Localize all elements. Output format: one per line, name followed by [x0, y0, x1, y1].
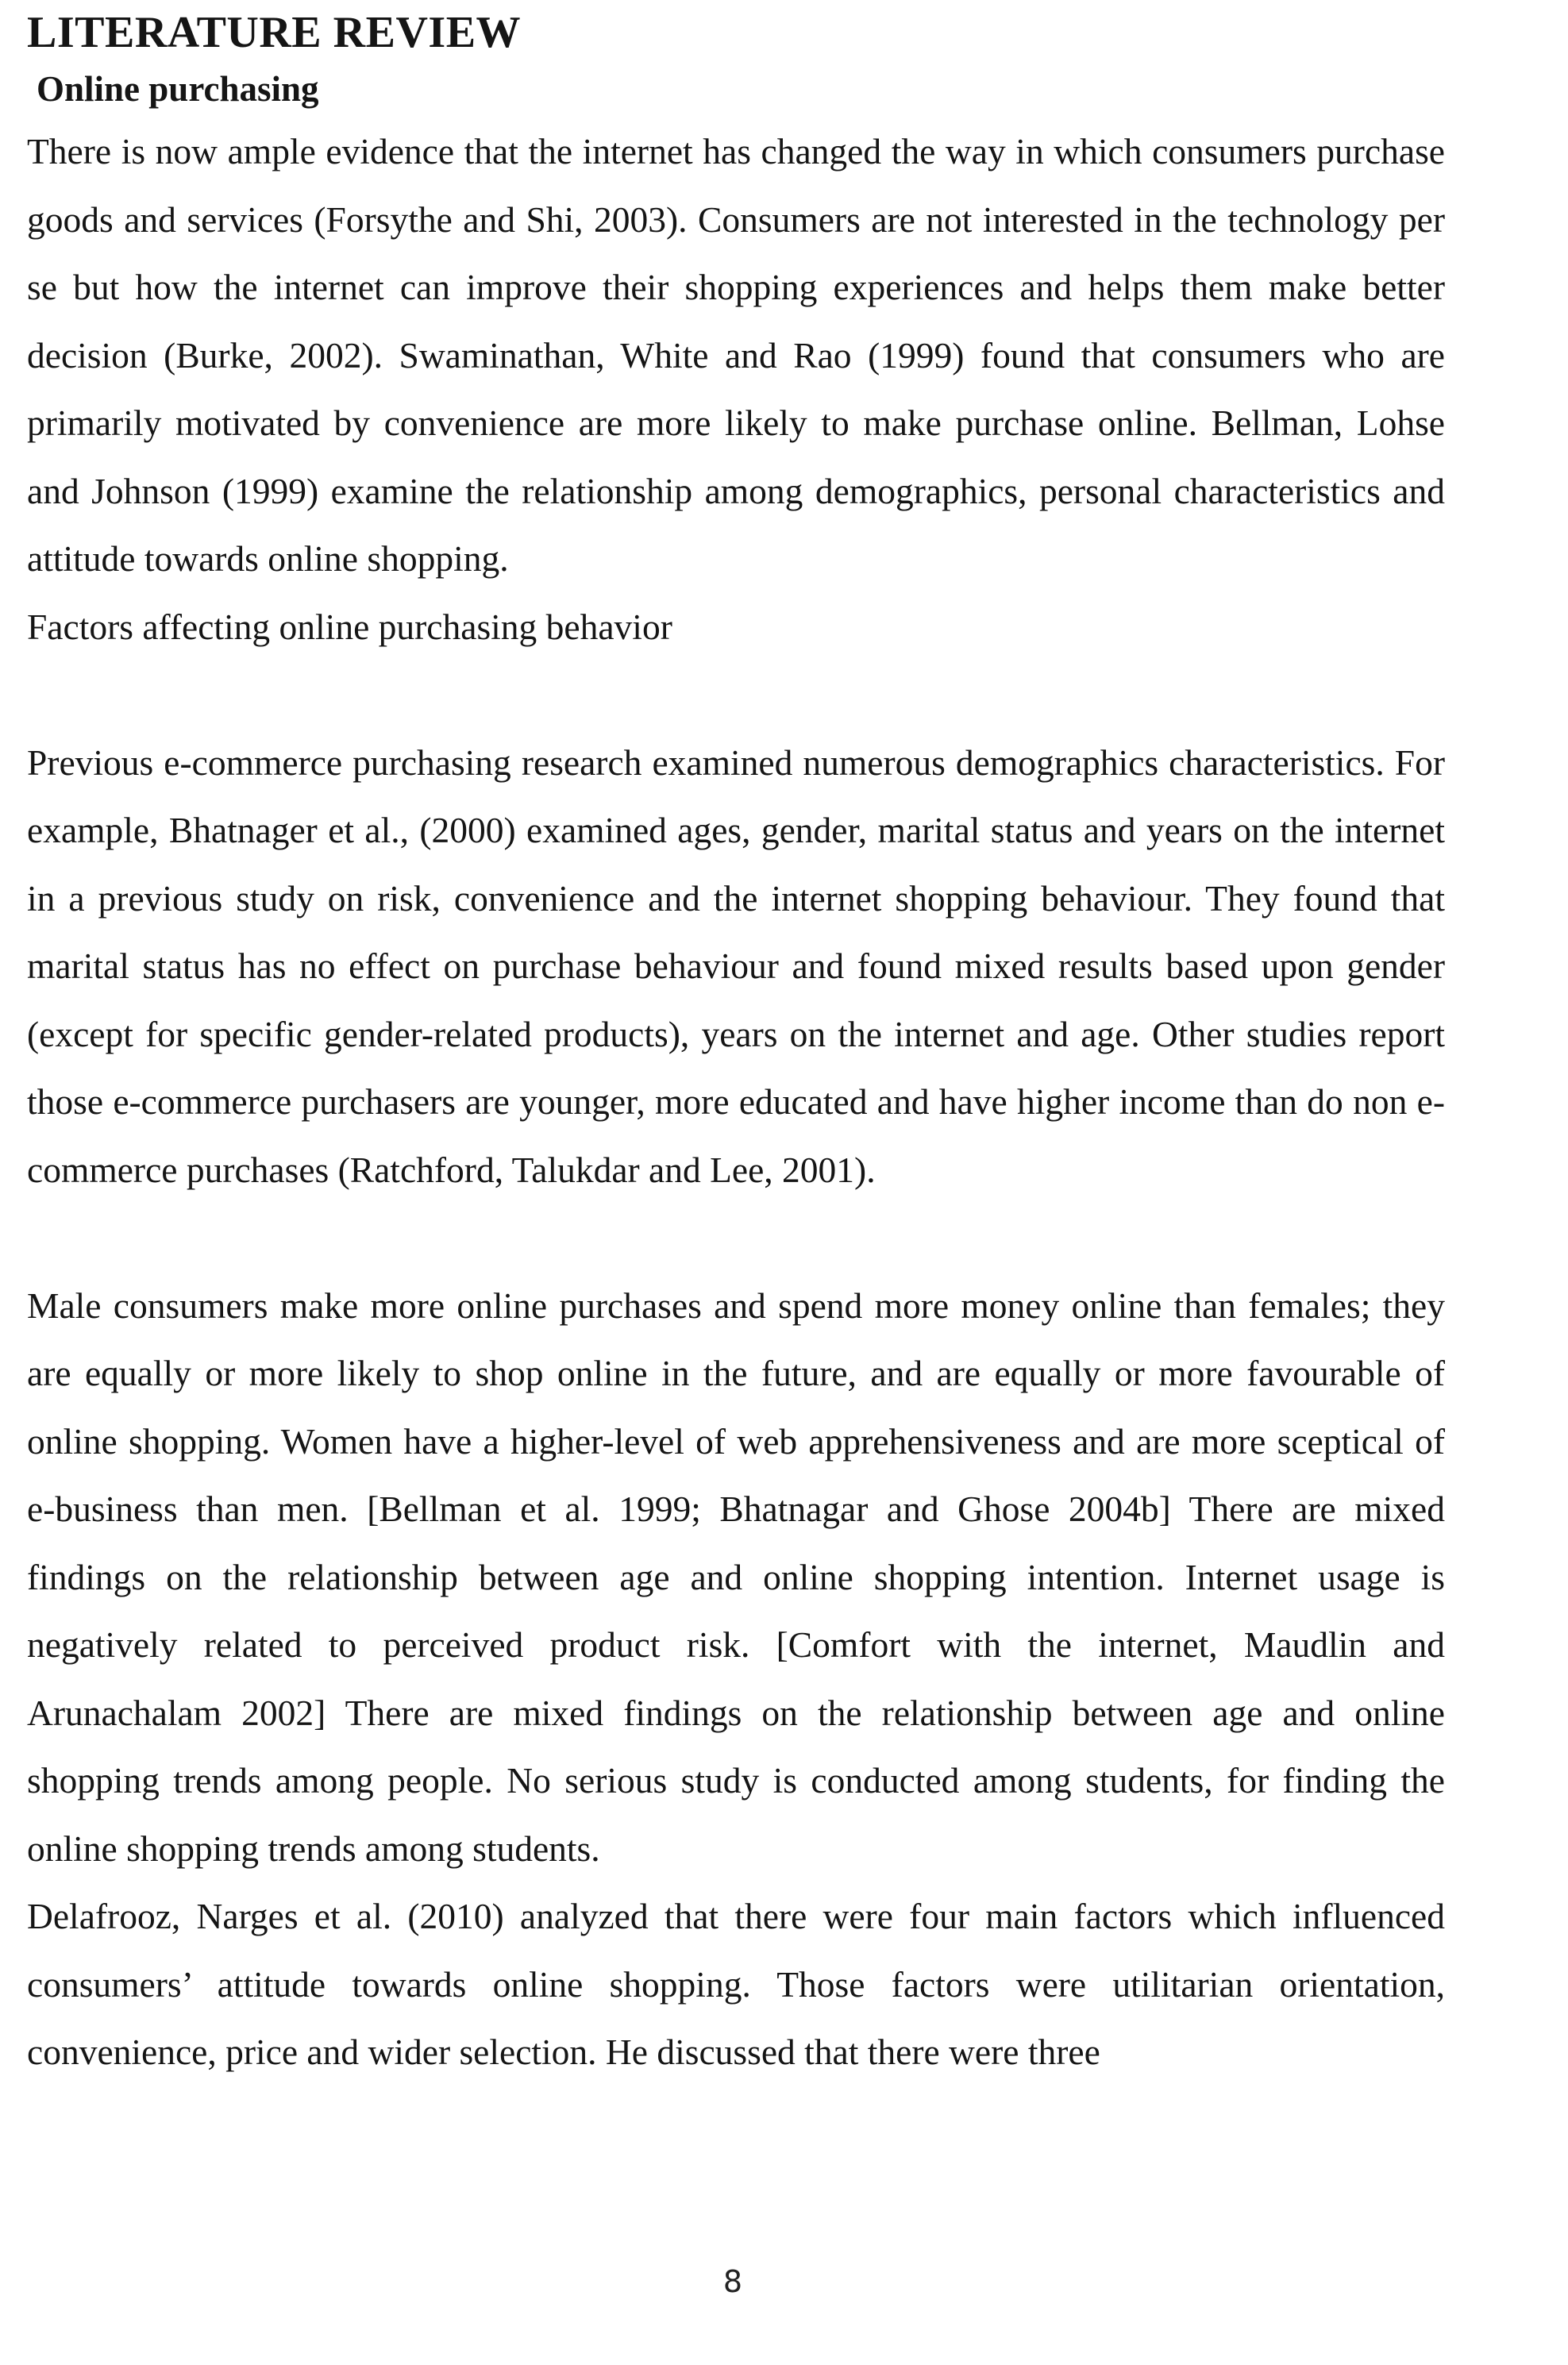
- paragraph-factors-heading: Factors affecting online purchasing behavior: [27, 606, 672, 647]
- page-number: 8: [722, 2264, 743, 2299]
- paragraph-gender: Male consumers make more online purchases and spend more money online than females; they are equally or more likely to shop online in the future, and are equally or more favourable of online shopping. Women have a higher-level of web apprehensiveness and are more sceptical of e-business than men. [Bellman et al. 1999; Bhatnagar and Ghose 2004b] There are mixed findings on the relationship between age and online shopping intention. Internet usage is negatively related to perceived product risk. [Comfort with the internet, Maudlin and Arunachalam 2002] There are mixed findings on the relationship between age and online shopping trends among people. No serious study is conducted among students, for finding the online shopping trends among students.: [27, 1285, 1445, 1869]
- page-content: [27, 5, 1445, 2086]
- paragraph-delafrooz: Delafrooz, Narges et al. (2010) analyzed that there were four main factors which influenced consumers’ attitude towards online shopping. Those factors were utilitarian orientation, convenience, price and wider selection. He discussed that there were three: [27, 1896, 1445, 2072]
- section-title: LITERATURE REVIEW: [27, 8, 522, 57]
- paragraph-demographics: Previous e-commerce purchasing research examined numerous demographics characteristics. For example, Bhatnager et al., (2000) examined ages, gender, marital status and years on the internet in a previous study on risk, convenience and the internet shopping behaviour. They found that marital status has no effect on purchase behaviour and found mixed results based upon gender (except for specific gender-related products), years on the internet and age. Other studies report those e-commerce purchasers are younger, more educated and have higher income than do non e-commerce purchases (Ratchford, Talukdar and Lee, 2001).: [27, 741, 1445, 1190]
- subsection-title: Online purchasing: [37, 69, 319, 109]
- paragraph-online-purchasing: There is now ample evidence that the internet has changed the way in which consumers purchase goods and services (Forsythe and Shi, 2003). Consumers are not interested in the technology per se but how the internet can improve their shopping experiences and helps them make better decision (Burke, 2002). Swaminathan, White and Rao (1999) found that consumers who are primarily motivated by convenience are more likely to make purchase online. Bellman, Lohse and Johnson (1999) examine the relationship among demographics, personal characteristics and attitude towards online shopping.: [27, 131, 1445, 579]
